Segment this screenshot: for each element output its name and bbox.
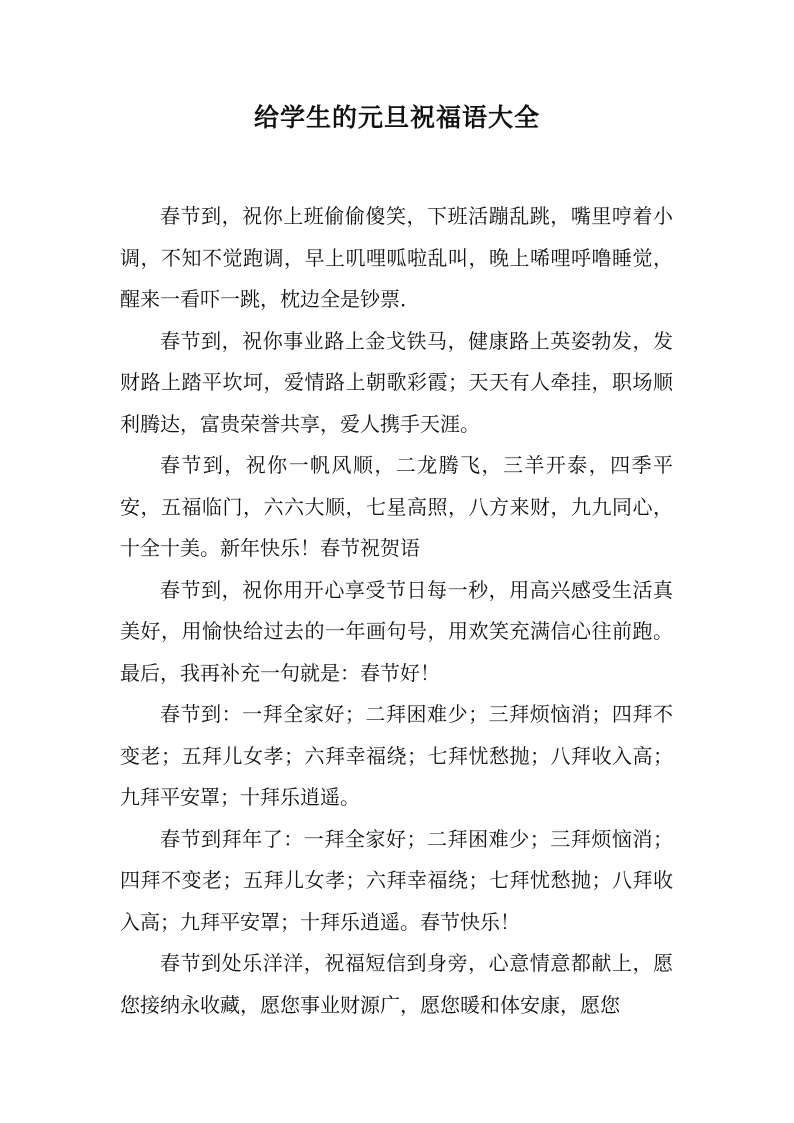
paragraph: 春节到：一拜全家好；二拜困难少；三拜烦恼消；四拜不变老；五拜儿女孝；六拜幸福绕；七拜忧愁抛；八拜收入高；九拜平安罩；十拜乐逍遥。 — [120, 702, 673, 809]
document-title: 给学生的元旦祝福语大全 — [253, 103, 540, 132]
paragraph: 春节到，祝你一帆风顺，二龙腾飞，三羊开泰，四季平安，五福临门，六六大顺，七星高照，八方来财，九九同心，十全十美。新年快乐！春节祝贺语 — [120, 453, 673, 560]
paragraph: 春节到，祝你上班偷偷傻笑，下班活蹦乱跳，嘴里哼着小调，不知不觉跑调，早上叽哩呱啦乱叫，晚上唏哩呼噜睡觉，醒来一看吓一跳，枕边全是钞票． — [120, 204, 673, 311]
paragraph: 春节到处乐洋洋，祝福短信到身旁，心意情意都献上，愿您接纳永收藏，愿您事业财源广，愿您暖和体安康，愿您 — [120, 951, 673, 1017]
paragraph: 春节到，祝你事业路上金戈铁马，健康路上英姿勃发，发财路上踏平坎坷，爱情路上朝歌彩霞；天天有人牵挂，职场顺利腾达，富贵荣誉共享，爱人携手天涯。 — [120, 328, 673, 436]
paragraph: 春节到拜年了：一拜全家好；二拜困难少；三拜烦恼消；四拜不变老；五拜儿女孝；六拜幸福绕；七拜忧愁抛；八拜收入高；九拜平安罩；十拜乐逍遥。春节快乐！ — [120, 826, 673, 934]
paragraph: 春节到，祝你用开心享受节日每一秒，用高兴感受生活真美好，用愉快给过去的一年画句号，用欢笑充满信心往前跑。最后，我再补充一句就是：春节好！ — [120, 577, 673, 685]
document-body — [120, 196, 673, 1026]
